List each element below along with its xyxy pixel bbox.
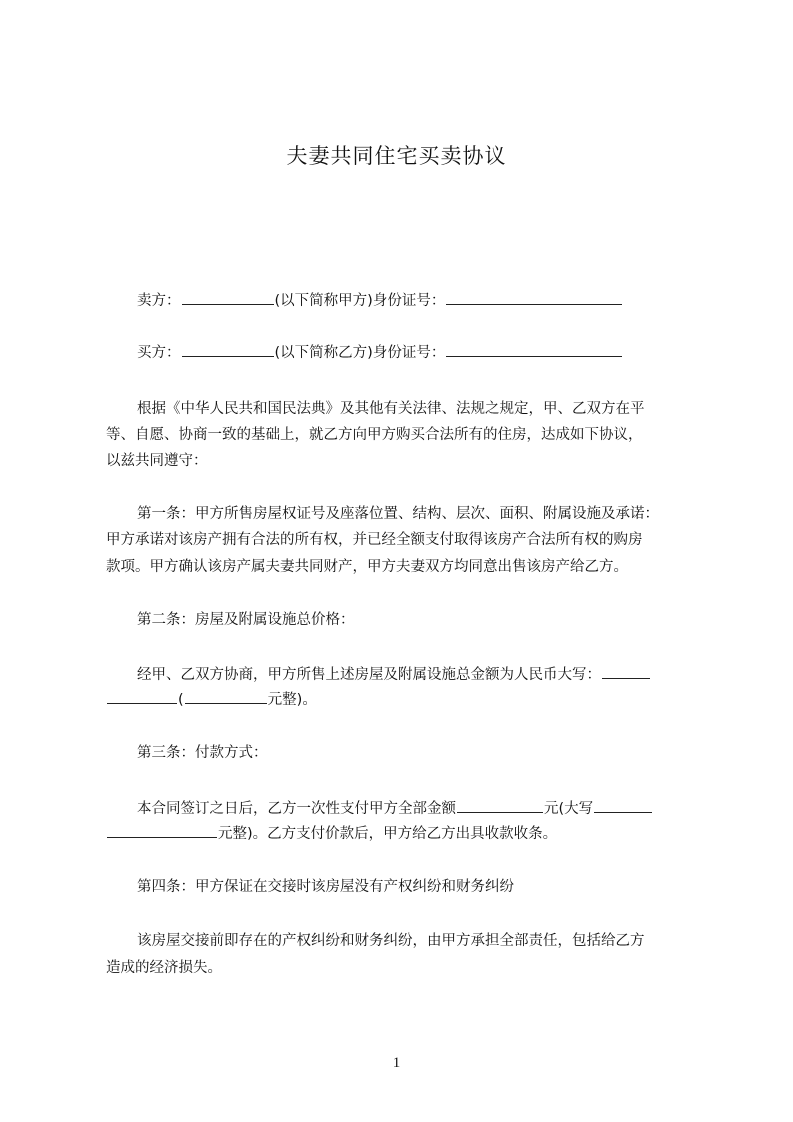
price-words-blank [602, 664, 650, 679]
price-open-paren: ( [178, 692, 184, 708]
payment-words-blank-cont [107, 823, 217, 838]
buyer-id-label: 身份证号： [372, 345, 446, 361]
page-number: 1 [392, 1055, 401, 1071]
seller-alias: (以下简称甲方) [274, 293, 373, 309]
article2-heading: 第二条：房屋及附属设施总价格： [137, 612, 355, 628]
article2-price-text: 经甲、乙双方协商，甲方所售上述房屋及附属设施总金额为人民币大写： [137, 667, 601, 683]
article2-price-line-2 [106, 689, 317, 711]
price-words-blank-cont [107, 689, 177, 704]
seller-id-blank [446, 290, 622, 305]
preamble-line: 根据《中华人民共和国民法典》及其他有关法律、法规之规定，甲、乙双方在平 [137, 401, 645, 417]
article4-heading: 第四条：甲方保证在交接时该房屋没有产权纠纷和财务纠纷 [137, 879, 514, 895]
seller-line [137, 290, 623, 312]
preamble-line: 以兹共同遵守： [106, 453, 208, 469]
price-close-text: 元整)。 [267, 692, 317, 708]
document-title: 夫妻共同住宅买卖协议 [286, 144, 507, 168]
article3-heading: 第三条：付款方式： [137, 745, 268, 761]
seller-id-label: 身份证号： [372, 293, 446, 309]
seller-name-blank [182, 290, 274, 305]
article3-payment-close: 元整)。乙方支付价款后，甲方给乙方出具收款收条。 [218, 826, 558, 842]
payment-words-blank [594, 798, 652, 813]
article2-price-line [137, 664, 651, 686]
buyer-id-blank [446, 342, 622, 357]
article3-payment-line [137, 798, 653, 820]
article3-payment-line-2 [106, 823, 557, 845]
payment-amount-blank [457, 798, 543, 813]
article4-body-line: 造成的经济损失。 [106, 960, 222, 976]
preamble-line: 等、自愿、协商一致的基础上，就乙方向甲方购买合法所有的住房，达成如下协议， [106, 427, 643, 443]
buyer-name-blank [182, 342, 274, 357]
article3-payment-text: 本合同签订之日后，乙方一次性支付甲方全部金额 [137, 801, 456, 817]
price-number-blank [185, 689, 267, 704]
article1-line: 第一条：甲方所售房屋权证号及座落位置、结构、层次、面积、附属设施及承诺： [137, 506, 659, 522]
seller-label: 卖方： [137, 293, 181, 309]
buyer-label: 买方： [137, 345, 181, 361]
article1-line: 甲方承诺对该房产拥有合法的所有权，并已经全额支付取得该房产合法所有权的购房 [106, 532, 643, 548]
article4-body-line: 该房屋交接前即存在的产权纠纷和财务纠纷，由甲方承担全部责任，包括给乙方 [137, 933, 645, 949]
article1-line: 款项。甲方确认该房产属夫妻共同财产，甲方夫妻双方均同意出售该房产给乙方。 [106, 559, 628, 575]
buyer-alias: (以下简称乙方) [274, 345, 373, 361]
article3-payment-words: 元(大写 [544, 801, 594, 817]
buyer-line [137, 342, 623, 364]
